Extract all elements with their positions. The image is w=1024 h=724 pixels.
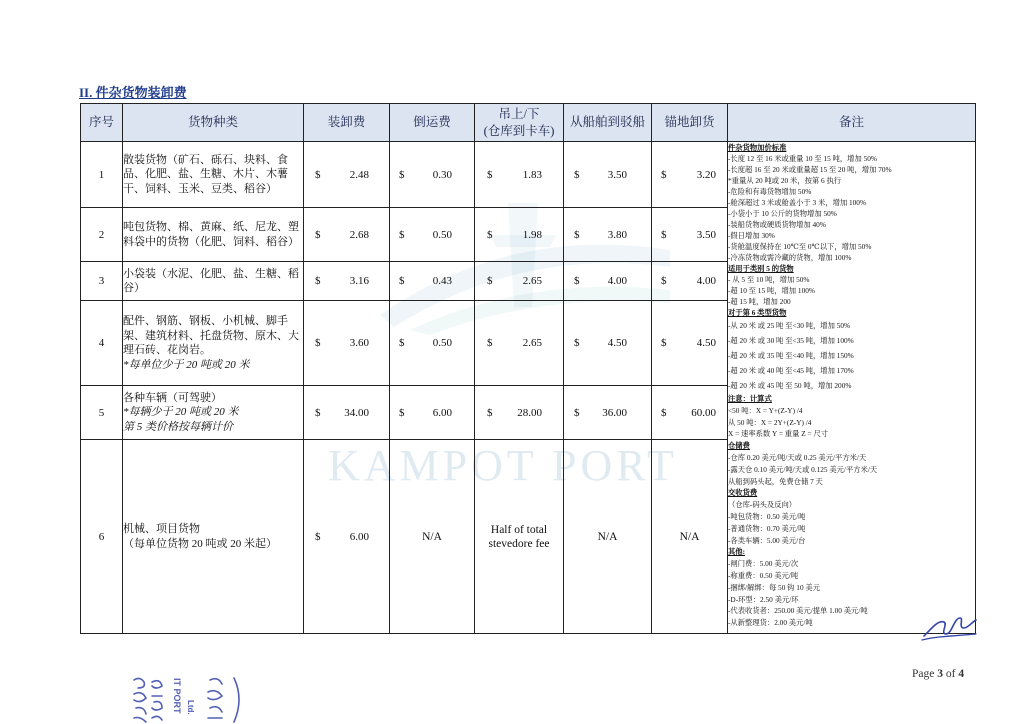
fee-value: 4.00	[696, 275, 716, 287]
remarks-item: （仓库-码头及反向）	[728, 500, 797, 510]
remarks-item: -D-环型：2.50 美元/环	[728, 594, 799, 604]
cargo-type-cell	[123, 440, 304, 634]
anchorage-fee-cell	[652, 208, 728, 262]
fee-value: 2.65	[522, 337, 542, 349]
page-current: 3	[937, 668, 943, 680]
table-header-row	[81, 104, 976, 142]
remarks-heading: 对于第 6 类型货物	[728, 308, 787, 317]
remarks-heading: 交收货费	[728, 488, 758, 498]
page-total: 4	[958, 668, 965, 680]
remarks-item: -货舱温度保持在 10℃至 0℃以下，增加 50%	[728, 242, 872, 251]
fee-value: 4.50	[696, 337, 716, 349]
remarks-item: -称重费：0.50 美元/吨	[728, 570, 799, 580]
remarks-item: -普通货物：0.70 美元/吨	[728, 523, 806, 533]
remarks-item: -吨包货物：0.50 美元/吨	[728, 511, 806, 521]
header-shifting-fee: 倒运费	[390, 104, 475, 142]
anchorage-fee-cell	[652, 142, 728, 208]
remarks-item: -小袋小于 10 公斤的货物增加 50%	[728, 209, 837, 218]
fee-value: 1.98	[522, 228, 542, 241]
ship-to-barge-fee-cell	[564, 208, 652, 262]
remarks-heading: 件杂货物加价标准	[728, 143, 787, 152]
stevedoring-fee-cell	[304, 262, 390, 301]
shifting-fee-cell	[390, 386, 475, 440]
lift-fee-cell	[475, 386, 564, 440]
remarks-item: -舱深超过 3 米或舱盖小于 3 米，增加 100%	[728, 198, 867, 207]
remarks-item: -超 15 吨，增加 200	[728, 297, 791, 306]
currency-symbol: $	[661, 406, 667, 419]
remarks-item: -装船货物或硬质货物增加 40%	[728, 220, 826, 229]
fee-value: 4.50	[607, 337, 627, 349]
currency-symbol: $	[661, 168, 667, 181]
remarks-item: -代表收货者：250.00 美元/提单 1.00 美元/吨	[728, 606, 868, 616]
currency-symbol: $	[574, 337, 580, 349]
cargo-note: *每辆少于 20 吨或 20 米	[123, 406, 239, 419]
currency-symbol: $	[315, 406, 321, 419]
fee-value: 3.60	[349, 337, 369, 349]
currency-symbol: $	[399, 275, 405, 287]
ship-to-barge-fee-cell: N/A	[564, 440, 652, 634]
cargo-type-cell	[123, 386, 304, 440]
remarks-item: X = 速率系数 Y = 重量 Z = 尺寸	[728, 429, 829, 439]
fee-value: 3.20	[696, 168, 716, 181]
company-stamp	[126, 674, 246, 724]
cargo-note: 第 5 类价格按每辆计价	[123, 420, 233, 433]
remarks-item: -危险和有毒货物增加 50%	[728, 187, 812, 196]
remarks-item: -仓库 0.20 美元/吨/天或 0.25 美元/平方米/天	[728, 452, 867, 462]
cargo-description: 各种车辆（可驾驶）	[123, 391, 222, 404]
remarks-item: -超 10 至 15 吨，增加 100%	[728, 286, 815, 295]
anchorage-fee-cell	[652, 262, 728, 301]
fee-value: 34.00	[344, 406, 369, 419]
currency-symbol: $	[574, 168, 580, 181]
cargo-fee-table	[80, 103, 976, 634]
remarks-item: -超 20 米 或 30 吨 至<35 吨，增加 100%	[728, 336, 854, 345]
header-anchorage: 锚地卸货	[652, 104, 728, 142]
row-number: 4	[81, 301, 123, 386]
header-no: 序号	[81, 104, 123, 142]
remarks-item: <50 吨：X = Y+(Z-Y) /4	[728, 405, 803, 415]
currency-symbol: $	[399, 406, 405, 419]
fee-value: 0.50	[432, 337, 452, 349]
currency-symbol: $	[487, 406, 493, 419]
currency-symbol: $	[487, 337, 493, 349]
currency-symbol: $	[574, 406, 580, 419]
fee-value: 1.83	[522, 168, 542, 181]
cargo-type-cell	[123, 262, 304, 301]
currency-symbol: $	[661, 337, 667, 349]
ship-to-barge-fee-cell	[564, 142, 652, 208]
cargo-type-cell	[123, 301, 304, 386]
remarks-item: - 从 5 至 10 吨，增加 50%	[728, 275, 810, 284]
currency-symbol: $	[315, 228, 321, 241]
shifting-fee-cell	[390, 208, 475, 262]
fee-value: 3.16	[349, 275, 369, 287]
remarks-heading: 仓储费	[728, 441, 750, 451]
fee-value: 0.30	[432, 168, 452, 181]
cargo-description: 机械、项目货物	[123, 523, 200, 535]
fee-value: 28.00	[517, 406, 542, 419]
remarks-cell	[728, 142, 976, 634]
fee-value: 0.50	[432, 228, 452, 241]
shifting-fee-cell: N/A	[390, 440, 475, 634]
currency-symbol: $	[315, 530, 321, 543]
cargo-description: 吨包货物、棉、黄麻、纸、尼龙、塑料袋中的货物（化肥、饲料、稻谷）	[123, 221, 299, 248]
lift-fee-cell	[475, 208, 564, 262]
fee-value: 6.00	[349, 530, 369, 543]
remarks-item: -各类车辆：5.00 美元/台	[728, 535, 806, 545]
lift-fee-cell	[475, 262, 564, 301]
remarks-item: -超 20 米 或 45 吨 至 50 吨，增加 200%	[728, 381, 852, 390]
signature	[918, 606, 978, 644]
lift-fee-cell	[475, 301, 564, 386]
currency-symbol: $	[399, 228, 405, 241]
cargo-note: *每单位少于 20 吨或 20 米	[123, 358, 250, 371]
stevedoring-fee-cell	[304, 386, 390, 440]
remarks-item: -冷冻货物或需冷藏的货物，增加 100%	[728, 253, 852, 262]
stevedoring-fee-cell	[304, 208, 390, 262]
stamp-text-line2: Ltd.	[186, 700, 195, 715]
currency-symbol: $	[487, 228, 493, 241]
fee-value: 60.00	[691, 406, 716, 419]
watermark-text: KAMPOT PORT	[328, 441, 678, 490]
fee-value: 2.65	[522, 275, 542, 287]
remarks-item: -捆绑/解绑：每 50 钩 10 美元	[728, 582, 821, 592]
cargo-type-cell	[123, 208, 304, 262]
remarks-item: -从 20 米 或 25 吨 至<30 吨，增加 50%	[728, 321, 851, 330]
currency-symbol: $	[399, 337, 405, 349]
header-lift-line2: (仓库到卡车)	[483, 123, 555, 138]
anchorage-fee-cell: N/A	[652, 440, 728, 634]
shifting-fee-cell	[390, 301, 475, 386]
section-title: II. 件杂货物装卸费	[79, 85, 187, 100]
anchorage-fee-cell	[652, 386, 728, 440]
shifting-fee-cell	[390, 142, 475, 208]
remarks-list	[728, 142, 975, 631]
shifting-fee-cell	[390, 262, 475, 301]
header-lift-line1: 吊上/下	[498, 106, 540, 121]
currency-symbol: $	[315, 275, 321, 287]
ship-to-barge-fee-cell	[564, 386, 652, 440]
header-stevedoring-fee: 装卸费	[304, 104, 390, 142]
cargo-description-line2: （每单位货物 20 吨或 20 米起）	[123, 537, 277, 550]
remarks-item: -超 20 米 或 40 吨 至<45 吨，增加 170%	[728, 366, 854, 375]
header-remarks: 备注	[728, 104, 976, 142]
remarks-item: -超 20 米 或 35 吨 至<40 吨，增加 150%	[728, 351, 854, 360]
ship-to-barge-fee-cell	[564, 301, 652, 386]
currency-symbol: $	[661, 228, 667, 241]
currency-symbol: $	[399, 168, 405, 181]
remarks-heading: 注意：计算式	[728, 394, 772, 403]
fee-value: 3.50	[607, 168, 627, 181]
row-number: 2	[81, 208, 123, 262]
fee-value: 3.50	[696, 228, 716, 241]
cargo-type-cell	[123, 142, 304, 208]
remarks-item: -露天仓 0.10 美元/吨/天或 0.125 美元/平方米/天	[728, 464, 878, 474]
ship-to-barge-fee-cell	[564, 262, 652, 301]
stamp-text-line1: IT PORT	[172, 678, 182, 714]
header-ship-to-barge: 从船舶到驳船	[564, 104, 652, 142]
fee-value: 2.48	[349, 168, 369, 181]
fee-value: 4.00	[607, 275, 627, 287]
fee-value: 36.00	[602, 406, 627, 419]
cargo-description: 小袋装（水泥、化肥、盐、生糖、稻谷）	[123, 267, 299, 294]
row-number: 3	[81, 262, 123, 301]
remarks-item: 从船到码头起，免费仓储 7 天	[728, 476, 823, 486]
anchorage-fee-cell	[652, 301, 728, 386]
stevedoring-fee-cell	[304, 142, 390, 208]
currency-symbol: $	[574, 275, 580, 287]
header-lift-on-off	[475, 104, 564, 142]
currency-symbol: $	[487, 275, 493, 287]
cargo-description: 散装货物（矿石、砾石、块料、食品、化肥、盐、生糖、木片、木薯干、饲料、玉米、豆类、稻谷）	[123, 153, 288, 195]
fee-value: 2.68	[349, 228, 369, 241]
fee-value: 0.43	[432, 275, 452, 287]
currency-symbol: $	[315, 337, 321, 349]
remarks-item: -从新整理货：2.00 美元/吨	[728, 618, 813, 628]
remarks-item: -闸门费：5.00 美元/次	[728, 559, 799, 569]
lift-fee-cell	[475, 142, 564, 208]
currency-symbol: $	[315, 168, 321, 181]
remarks-heading: 适用于类别 5 的货物	[728, 264, 794, 273]
fee-value: 6.00	[432, 406, 452, 419]
table-row	[81, 142, 976, 208]
page-of: of	[945, 668, 956, 680]
header-cargo-type: 货物种类	[123, 104, 304, 142]
currency-symbol: $	[487, 168, 493, 181]
currency-symbol: $	[661, 275, 667, 287]
page-label: Page	[912, 668, 935, 680]
remarks-item: *重量从 20 吨或 20 米，按第 6 执行	[728, 176, 842, 185]
remarks-heading: 其他:	[728, 547, 746, 557]
page-number	[912, 668, 964, 680]
fee-value: 3.80	[607, 228, 627, 241]
stevedoring-fee-cell	[304, 301, 390, 386]
remarks-item: -假日增加 30%	[728, 231, 775, 240]
row-number: 1	[81, 142, 123, 208]
row-number: 6	[81, 440, 123, 634]
cargo-description: 配件、钢筋、钢板、小机械、脚手架、建筑材料、托盘货物、原木、大理石砖、花岗岩。	[123, 315, 299, 356]
remarks-item: 从 50 吨：X = 2Y+(Z-Y) /4	[728, 417, 812, 427]
remarks-item: -长度超 16 至 20 米或重量超 15 至 20 吨，增加 70%	[728, 165, 892, 174]
row-number: 5	[81, 386, 123, 440]
currency-symbol: $	[574, 228, 580, 241]
lift-fee-cell: Half of total stevedore fee	[475, 440, 564, 634]
remarks-item: -长度 12 至 16 米或重量 10 至 15 吨，增加 50%	[728, 154, 877, 163]
stevedoring-fee-cell	[304, 440, 390, 634]
